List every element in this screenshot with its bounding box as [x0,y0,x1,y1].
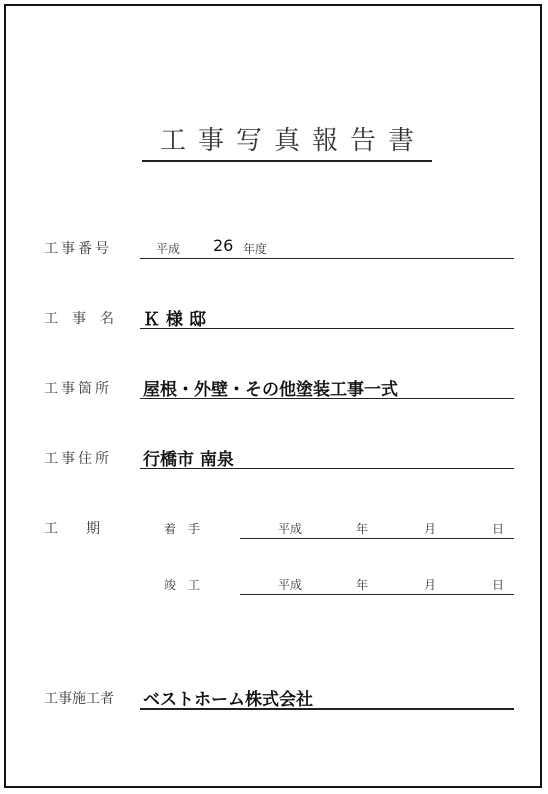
koji-bango-underline [140,258,514,259]
koji-bango-year: 26 [213,236,234,255]
koji-bango-era: 平成 [156,242,181,256]
koji-bango-suffix: 年度 [243,242,268,256]
koji-mei-underline [140,328,514,329]
koji-mei-label: 工 事 名 [44,311,114,327]
sekosha-label: 工事施工者 [44,691,114,707]
koki-end-month: 月 [424,578,437,592]
koji-jusho-label: 工事住所 [44,451,112,467]
koki-start-underline [240,538,514,539]
koki-end-year: 年 [356,578,369,592]
koji-kasho-label: 工事箇所 [44,381,112,397]
sekosha-value: ベストホーム株式会社 [143,690,313,710]
koji-kasho-value: 屋根・外壁・その他塗装工事一式 [143,380,398,400]
koki-end-label: 竣 工 [164,578,201,592]
koki-start-year: 年 [356,522,369,536]
koki-start-era: 平成 [278,522,303,536]
koki-start-month: 月 [424,522,437,536]
koji-jusho-value: 行橋市 南泉 [143,450,234,470]
koki-end-day: 日 [492,578,505,592]
koki-end-era: 平成 [278,578,303,592]
sekosha-underline [140,708,514,710]
koki-start-label: 着 手 [164,522,201,536]
koki-end-underline [240,594,514,595]
koji-bango-label: 工事番号 [44,241,112,257]
koji-jusho-underline [140,468,514,469]
koji-mei-value: Ｋ 様 邸 [143,310,206,330]
koki-start-day: 日 [492,522,505,536]
koji-kasho-underline [140,398,514,399]
document-title: 工事写真報告書 [142,124,432,162]
koki-label: 工 期 [44,521,100,537]
